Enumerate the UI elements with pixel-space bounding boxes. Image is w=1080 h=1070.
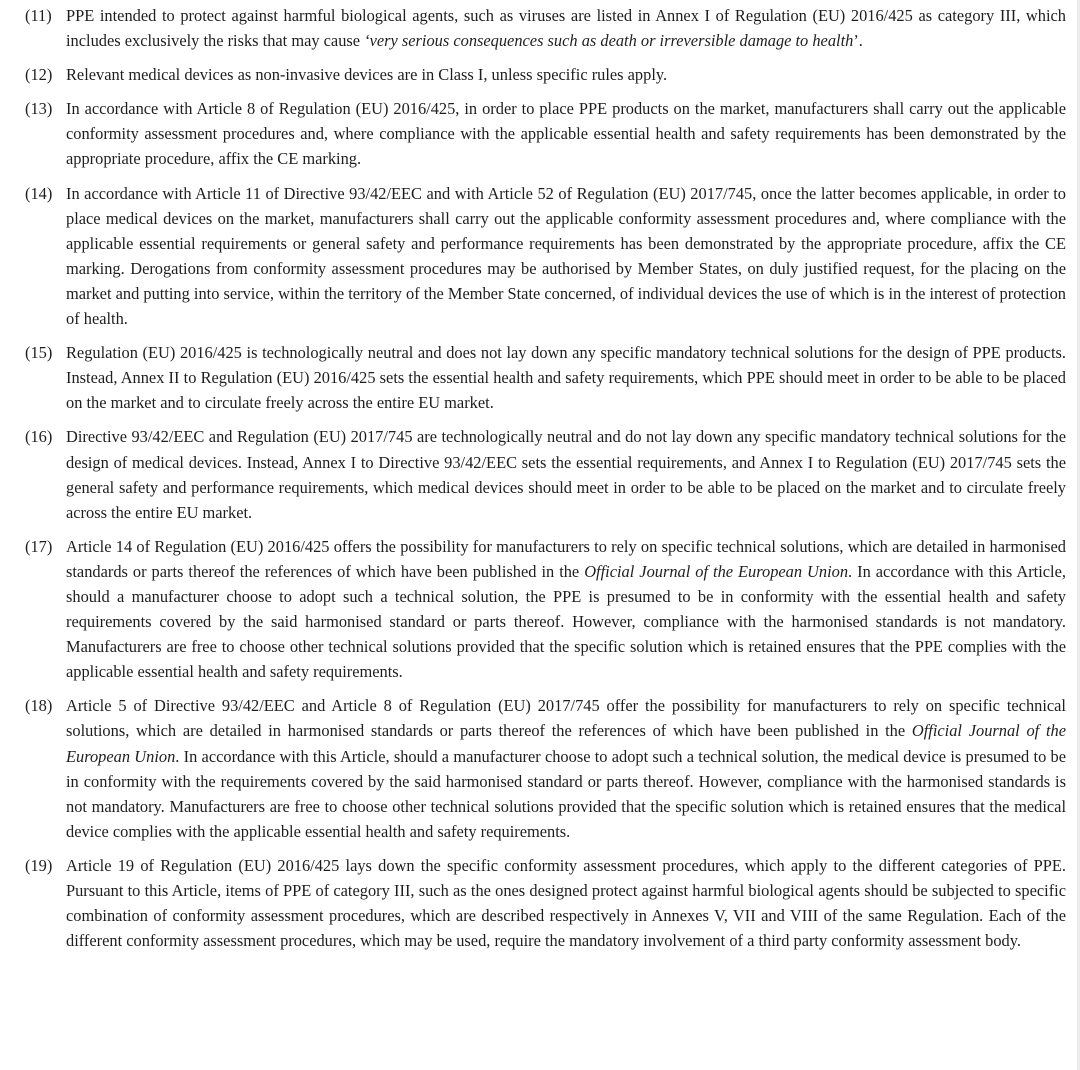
recital-text-segment: PPE intended to protect against harmful biological agents, such as viruses are listed in Annex I of Regulation (EU) 2016/425 as category III, which includes exclusively the risks that may cause <box>66 6 1066 51</box>
recital-text <box>66 3 1066 53</box>
recital-item <box>25 96 1066 171</box>
recital-item <box>25 534 1066 685</box>
recital-item <box>25 3 1066 53</box>
recital-text <box>66 340 1066 415</box>
recital-number: (16) <box>25 427 53 447</box>
recital-text <box>66 853 1066 953</box>
recital-text-segment: In accordance with Article 11 of Directive 93/42/EEC and with Article 52 of Regulation (EU) 2017/745, once the latter becomes applicable, in order to place medical devices on the market, manufacturers shall carry out the applicable conformity assessment procedures and, where compliance with the applicable essential requirements or general safety and performance requirements has been demonstrated by the appropriate procedure, affix the CE marking. Derogations from conformity assessment procedures may be authorised by Member States, on duly justified request, for the placing on the market and putting into service, within the territory of the Member State concerned, of individual devices the use of which is in the interest of protection of health. <box>66 183 1066 329</box>
recital-text-segment: Directive 93/42/EEC and Regulation (EU) 2017/745 are technologically neutral and do not lay down any specific mandatory technical solutions for the design of medical devices. Instead, Annex I to Directive 93/42/EEC sets the essential requirements, and Annex I to Regulation (EU) 2017/745 sets the general safety and performance requirements, which medical devices should meet in order to be able to be placed on the market and to circulate freely across the entire EU market. <box>66 427 1066 522</box>
recital-number: (15) <box>25 343 53 363</box>
recital-item <box>25 62 1066 87</box>
recital-text-segment: Article 19 of Regulation (EU) 2016/425 lays down the specific conformity assessment procedures, which apply to the different categories of PPE. Pursuant to this Article, items of PPE of category III, such as the ones designed protect against harmful biological agents should be subjected to specific combination of conformity assessment procedures, which are described respectively in Annexes V, VII and VIII of the same Regulation. Each of the different conformity assessment procedures, which may be used, require the mandatory involvement of a third party conformity assessment body. <box>66 855 1066 951</box>
recital-number: (19) <box>25 855 53 875</box>
recital-item <box>25 340 1066 415</box>
recital-text <box>66 534 1066 685</box>
recital-list <box>25 3 1066 953</box>
recital-item <box>25 693 1066 844</box>
recital-number: (13) <box>25 99 53 119</box>
recital-item <box>25 181 1066 332</box>
recital-text-segment: ’. <box>853 31 863 51</box>
recital-text-italic: Official Journal of the European Union <box>66 721 1066 766</box>
recital-text <box>66 424 1066 524</box>
recital-text-segment: Relevant medical devices as non-invasive devices are in Class I, unless specific rules apply. <box>66 65 668 85</box>
recital-text-segment: . In accordance with this Article, should a manufacturer choose to adopt such a technical solution, the medical device is presumed to be in conformity with the requirements covered by the said harmonised standard or parts thereof. However, compliance with the harmonised standards is not mandatory. Manufacturers are free to choose other technical solutions provided that the specific solution which is retained ensures that the medical device complies with the applicable essential health and safety requirements. <box>66 746 1066 841</box>
recital-text-segment: Article 14 of Regulation (EU) 2016/425 offers the possibility for manufacturers to rely on specific technical solutions, which are detailed in harmonised standards or parts thereof the references of which have been published in the <box>66 536 1066 581</box>
recital-text-segment: Article 5 of Directive 93/42/EEC and Article 8 of Regulation (EU) 2017/745 offer the possibility for manufacturers to rely on specific technical solutions, which are detailed in harmonised standards or parts thereof the references of which have been published in the <box>66 696 1066 741</box>
recital-text <box>66 96 1066 171</box>
recital-text <box>66 693 1066 844</box>
recital-text-italic: ‘very serious consequences such as death or irreversible damage to health <box>364 31 854 51</box>
recital-text-segment: In accordance with Article 8 of Regulation (EU) 2016/425, in order to place PPE products on the market, manufacturers shall carry out the applicable conformity assessment procedures and, where compliance with the applicable essential health and safety requirements has been demonstrated by the appropriate procedure, affix the CE marking. <box>66 99 1066 169</box>
recital-text-italic: Official Journal of the European Union <box>584 561 849 581</box>
recital-text-segment: Regulation (EU) 2016/425 is technologically neutral and does not lay down any specific mandatory technical solutions for the design of PPE products. Instead, Annex II to Regulation (EU) 2016/425 sets the essential health and safety requirements, which PPE should meet in order to be able to be placed on the market and to circulate freely across the entire EU market. <box>66 343 1066 413</box>
recital-text-segment: . In accordance with this Article, should a manufacturer choose to adopt such a technical solution, the PPE is presumed to be in conformity with the essential health and safety requirements covered by the said harmonised standard or parts thereof. However, compliance with the harmonised standards is not mandatory. Manufacturers are free to choose other technical solutions provided that the specific solution which is retained ensures that the PPE complies with the applicable essential health and safety requirements. <box>66 561 1066 682</box>
recital-number: (18) <box>25 696 53 716</box>
recital-item <box>25 853 1066 953</box>
recital-text <box>66 181 1066 332</box>
recital-number: (14) <box>25 183 53 203</box>
recital-number: (12) <box>25 65 53 85</box>
recital-text <box>66 62 1066 87</box>
recital-number: (11) <box>25 6 52 25</box>
recital-number: (17) <box>25 536 53 556</box>
recital-item <box>25 424 1066 524</box>
